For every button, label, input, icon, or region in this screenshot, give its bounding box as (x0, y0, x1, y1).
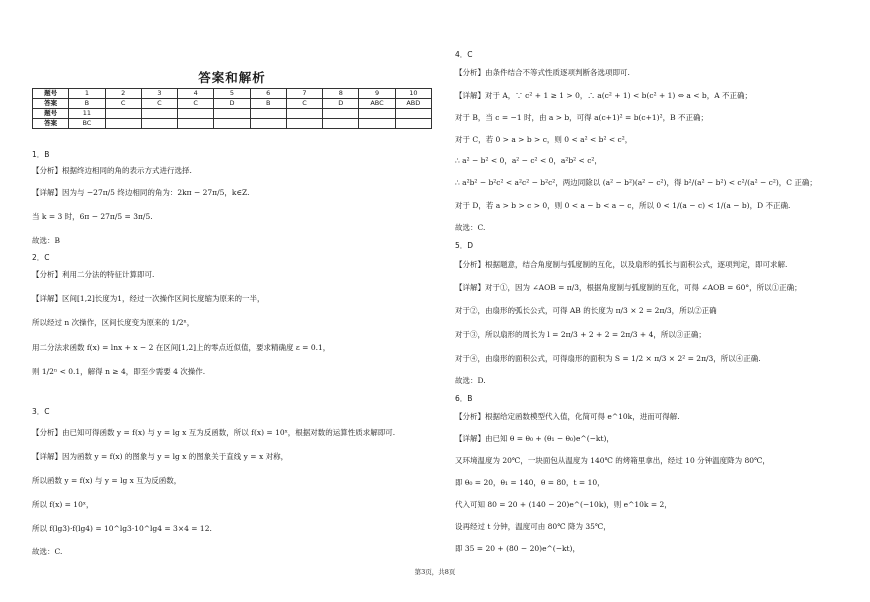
solution-text: 对于 B，当 c = −1 时，由 a > b，可得 a(c+1)² = b(c+1)²，B 不正确； (455, 113, 709, 122)
solution-text: 设再经过 t 分钟，温度可由 80℃ 降为 35℃， (455, 522, 611, 531)
table-cell: ABD (395, 99, 431, 109)
table-cell: B (250, 99, 286, 109)
table-cell: 5 (214, 89, 250, 99)
solution-text: ∴ a² − b² < 0，a² − c² < 0，a²b² < c²， (455, 156, 602, 165)
answer-table-row (33, 89, 432, 99)
table-cell: 4 (178, 89, 214, 99)
solution-text: 对于④，由扇形的面积公式，可得扇形的面积为 S = 1/2 × π/3 × 2² = 2π/3，所以④正确. (455, 354, 761, 363)
table-cell (214, 109, 250, 119)
question-6-answer: 6．B (455, 394, 473, 403)
solution-text: ∴ a²b² − b²c² < a²c² − b²c²，两边同除以 (a² − b²)(a² − c²)，得 b²/(a² − b²) < c²/(a² − c²)，C 正确； (455, 178, 817, 187)
analysis-text: 【分析】根据题意，结合角度制与弧度制的互化，以及扇形的弧长与面积公式，逐项判定，即可求解. (455, 260, 788, 269)
answer-table-row (33, 119, 432, 129)
table-cell: D (323, 99, 359, 109)
solution-text: 对于 D，若 a > b > c > 0，则 0 < a − b < a − c，所以 0 < 1/(a − c) < 1/(a − b)，D 不正确. (455, 201, 791, 210)
conclusion-text: 故选：C. (455, 223, 486, 232)
question-3-answer: 3．C (32, 407, 50, 416)
solution-text: 【详解】区间[1,2]长度为1，经过一次操作区间长度缩为原来的一半， (32, 294, 265, 303)
table-cell (395, 119, 431, 129)
question-5-answer: 5．D (455, 241, 474, 250)
table-cell: 1 (69, 89, 105, 99)
table-cell (141, 109, 177, 119)
answer-table-row (33, 109, 432, 119)
question-2-answer: 2．C (32, 253, 50, 262)
table-cell (286, 119, 322, 129)
table-cell: D (214, 99, 250, 109)
page-footer: 第3页，共8页 (414, 568, 456, 576)
table-cell: C (105, 99, 141, 109)
solution-text: 【详解】由已知 θ = θ₀ + (θ₁ − θ₀)e^(−kt)， (455, 434, 614, 443)
table-cell (250, 119, 286, 129)
table-cell: B (69, 99, 105, 109)
table-cell (214, 119, 250, 129)
row-header: 答案 (33, 119, 69, 129)
table-cell: BC (69, 119, 105, 129)
question-1-answer: 1．B (32, 150, 50, 159)
solution-text: 则 1/2ⁿ < 0.1，解得 n ≥ 4，即至少需要 4 次操作. (32, 367, 206, 376)
conclusion-text: 故选：D. (455, 376, 486, 385)
table-cell (178, 119, 214, 129)
table-cell (395, 109, 431, 119)
table-cell: 6 (250, 89, 286, 99)
solution-text: 对于②，由扇形的弧长公式，可得 AB 的长度为 π/3 × 2 = 2π/3，所以②正确 (455, 306, 717, 315)
solution-text: 【详解】因为与 −27π/5 终边相同的角为：2kπ − 27π/5，k∈Z. (32, 188, 250, 197)
left-column (32, 0, 432, 570)
solution-text: 所以 f(lg3)·f(lg4) = 10^lg3·10^lg4 = 3×4 = 12. (32, 524, 212, 533)
table-cell: 7 (286, 89, 322, 99)
table-cell: 2 (105, 89, 141, 99)
analysis-text: 【分析】根据给定函数模型代入值，化简可得 e^10k，进而可得解. (455, 412, 680, 421)
solution-text: 即 35 = 20 + (80 − 20)e^(−kt)， (455, 544, 580, 553)
table-cell: 8 (323, 89, 359, 99)
solution-text: 当 k = 3 时，6π − 27π/5 = 3π/5. (32, 212, 153, 221)
table-cell (359, 109, 395, 119)
table-cell: C (286, 99, 322, 109)
table-cell (286, 109, 322, 119)
solution-text: 即 θ₀ = 20，θ₁ = 140，θ = 80，t = 10， (455, 478, 605, 487)
solution-text: 用二分法求函数 f(x) = lnx + x − 2 在区间[1,2]上的零点近似值，要求精确度 ε = 0.1， (32, 343, 331, 352)
table-cell: 10 (395, 89, 431, 99)
table-cell: 3 (141, 89, 177, 99)
table-cell: C (141, 99, 177, 109)
table-cell: ABC (359, 99, 395, 109)
table-cell (105, 119, 141, 129)
solution-text: 【详解】因为函数 y = f(x) 的图象与 y = lg x 的图象关于直线 y = x 对称， (32, 452, 289, 461)
question-4-answer: 4．C (455, 50, 473, 59)
row-header: 题号 (33, 89, 69, 99)
row-header: 题号 (33, 109, 69, 119)
table-cell: 11 (69, 109, 105, 119)
solution-text: 所以经过 n 次操作，区间长度变为原来的 1/2ⁿ， (32, 318, 195, 327)
solution-text: 【详解】对于①，因为 ∠AOB = π/3，根据角度制与弧度制的互化，可得 ∠AOB = 60°，所以①正确； (455, 283, 802, 292)
right-column (455, 0, 850, 570)
conclusion-text: 故选：B (32, 236, 61, 245)
solution-text: 代入可知 80 = 20 + (140 − 20)e^(−10k)，则 e^10k = 2， (455, 500, 672, 509)
solution-text: 所以 f(x) = 10ˣ， (32, 500, 94, 509)
analysis-text: 【分析】由已知可得函数 y = f(x) 与 y = lg x 互为反函数，所以 f(x) = 10ˣ，根据对数的运算性质求解即可. (32, 428, 396, 437)
table-cell: 9 (359, 89, 395, 99)
answer-table (32, 88, 432, 129)
table-cell (178, 109, 214, 119)
solution-text: 对于 C，若 0 > a > b > c，则 0 < a² < b² < c²， (455, 135, 633, 144)
table-cell (141, 119, 177, 129)
table-cell (359, 119, 395, 129)
conclusion-text: 故选：C. (32, 547, 63, 556)
table-cell (105, 109, 141, 119)
table-cell (323, 119, 359, 129)
solution-text: 所以函数 y = f(x) 与 y = lg x 互为反函数， (32, 476, 182, 485)
row-header: 答案 (33, 99, 69, 109)
table-cell (323, 109, 359, 119)
page-title: 答案和解析 (198, 70, 266, 85)
table-cell: C (178, 99, 214, 109)
analysis-text: 【分析】利用二分法的特征计算即可. (32, 270, 155, 279)
solution-text: 对于③，所以扇形的周长为 l = 2π/3 + 2 + 2 = 2π/3 + 4，所以③正确； (455, 330, 706, 339)
solution-text: 又环境温度为 20℃，一块面包从温度为 140℃ 的烤箱里拿出，经过 10 分钟温度降为 80℃， (455, 456, 770, 465)
table-cell (250, 109, 286, 119)
answer-table-row (33, 99, 432, 109)
solution-text: 【详解】对于 A，∵ c² + 1 ≥ 1 > 0，∴ a(c² + 1) < b(c² + 1) ⇔ a < b，A 不正确； (455, 91, 753, 100)
analysis-text: 【分析】根据终边相同的角的表示方式进行选择. (32, 166, 192, 175)
analysis-text: 【分析】由条件结合不等式性质逐项判断各选项即可. (455, 68, 630, 77)
